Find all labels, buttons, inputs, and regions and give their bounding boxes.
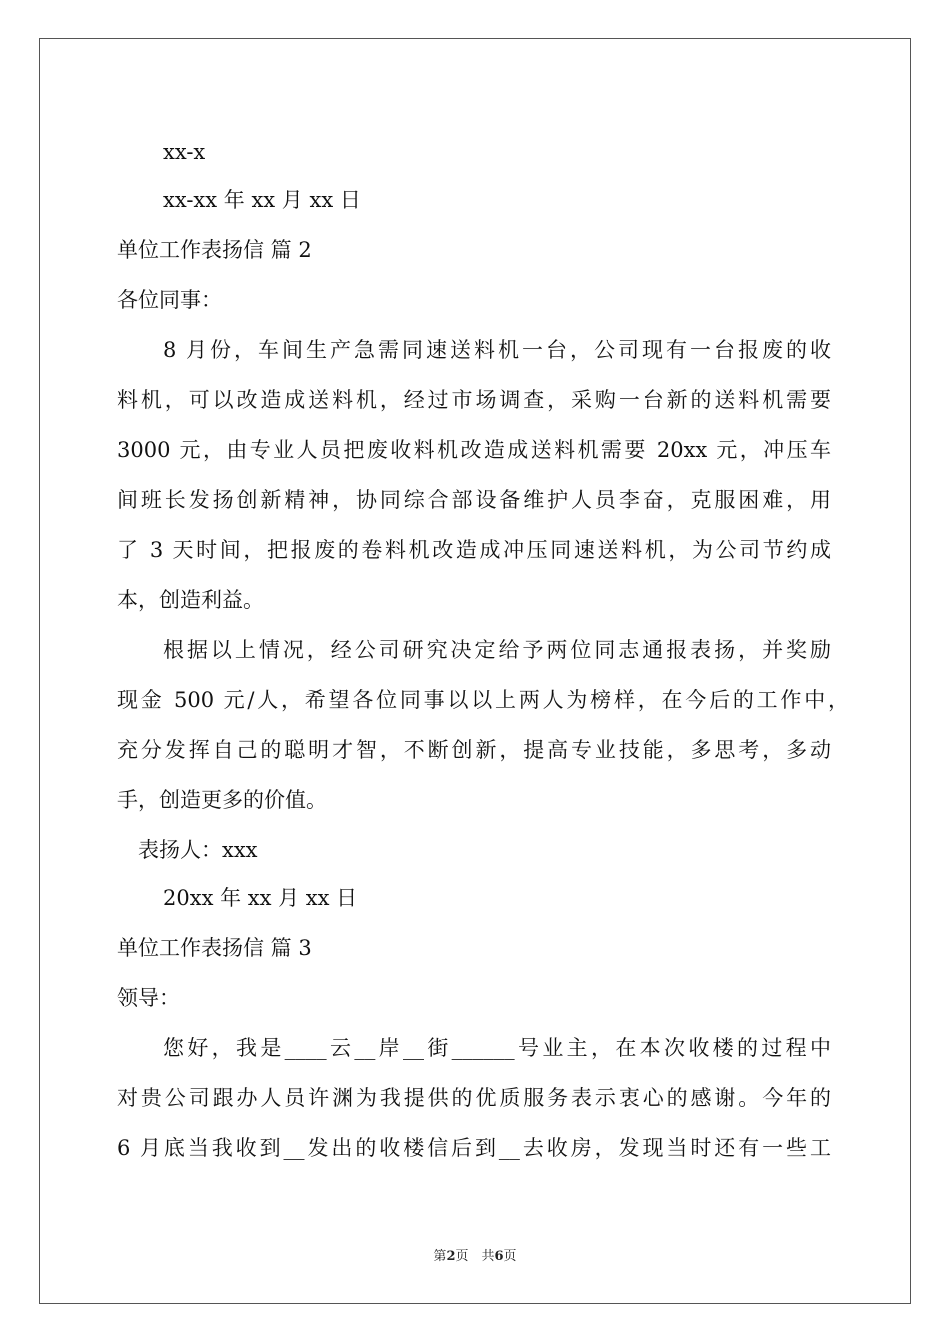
section-heading: 单位工作表扬信 篇 3 (117, 936, 312, 960)
paragraph-line: 对贵公司跟办人员许渊为我提供的优质服务表示衷心的感谢。今年的 (117, 1086, 831, 1110)
paragraph-line: 3000 元，由专业人员把废收料机改造成送料机需要 20xx 元，冲压车 (117, 438, 831, 462)
page-border (39, 38, 911, 1304)
paragraph-line: 8 月份，车间生产急需同速送料机一台，公司现有一台报废的收 (163, 338, 831, 362)
salutation: 各位同事： (117, 288, 222, 312)
footer-prefix: 第 (433, 1249, 447, 1264)
salutation: 领导： (117, 986, 180, 1010)
current-page-number: 2 (446, 1249, 456, 1264)
page-footer (0, 1248, 950, 1266)
paragraph-line: 充分发挥自己的聪明才智，不断创新，提高专业技能，多思考，多动 (117, 738, 831, 762)
paragraph-line: 了 3 天时间，把报废的卷料机改造成冲压同速送料机，为公司节约成 (117, 538, 831, 562)
total-page-count: 6 (494, 1249, 504, 1264)
paragraph-line: 料机，可以改造成送料机，经过市场调查，采购一台新的送料机需要 (117, 388, 831, 412)
footer-mid: 页 共 (455, 1249, 495, 1264)
commender-line: 表扬人：xxx (138, 838, 258, 862)
paragraph-line: 现金 500 元/人，希望各位同事以以上两人为榜样，在今后的工作中， (117, 688, 849, 712)
paragraph-line: 手，创造更多的价值。 (117, 788, 327, 812)
date-line: xx-xx 年 xx 月 xx 日 (163, 188, 361, 212)
signature-line: xx-x (163, 140, 206, 164)
paragraph-line: 您好，我是____云__岸__街______号业主，在本次收楼的过程中 (163, 1036, 831, 1060)
paragraph-line: 6 月底当我收到__发出的收楼信后到__去收房，发现当时还有一些工 (117, 1136, 831, 1160)
paragraph-line: 根据以上情况，经公司研究决定给予两位同志通报表扬，并奖励 (163, 638, 831, 662)
paragraph-line: 本，创造利益。 (117, 588, 264, 612)
date-line: 20xx 年 xx 月 xx 日 (163, 886, 358, 910)
section-heading: 单位工作表扬信 篇 2 (117, 238, 312, 262)
footer-suffix: 页 (503, 1249, 517, 1264)
paragraph-line: 间班长发扬创新精神，协同综合部设备维护人员李奋，克服困难，用 (117, 488, 831, 512)
